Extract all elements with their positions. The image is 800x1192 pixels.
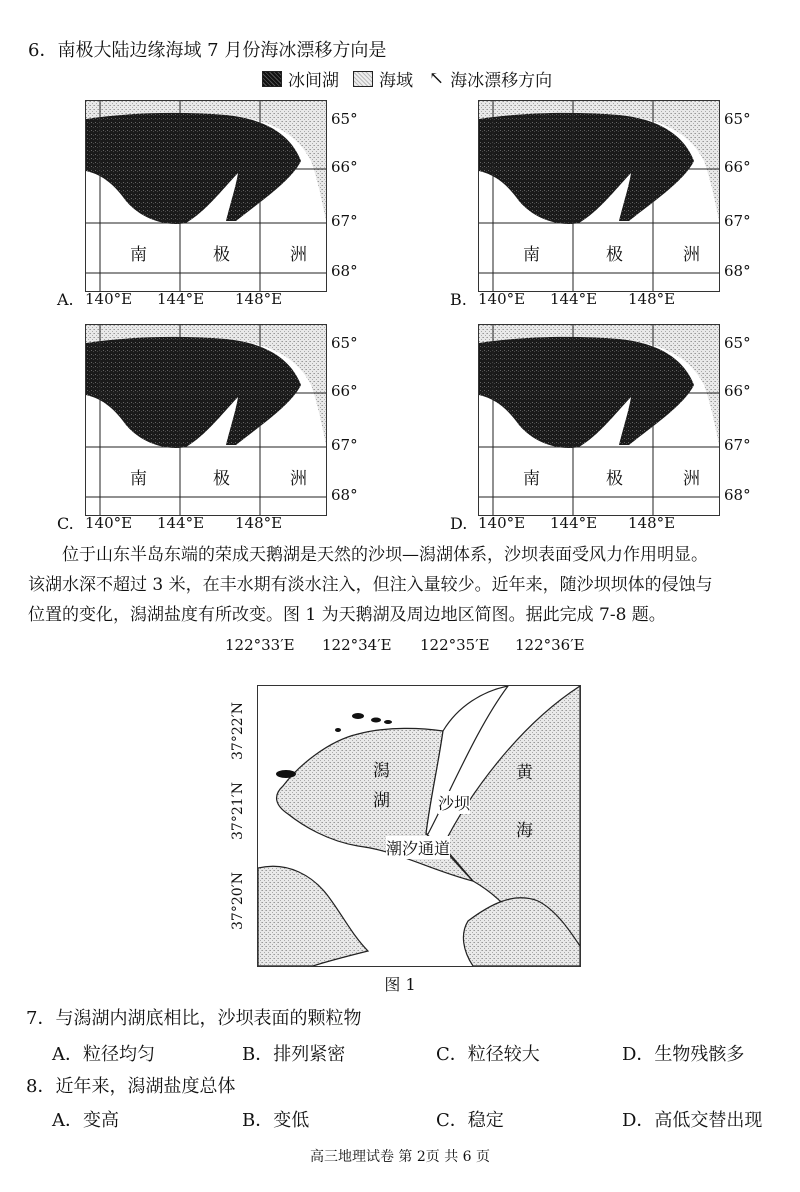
fig1-lon-3: 122°35′E xyxy=(420,636,490,654)
fig1-channel-label: 潮汐通道 xyxy=(386,836,450,859)
q8-option-b: B．变低 xyxy=(242,1110,310,1131)
continent-label: 南 xyxy=(130,245,147,265)
passage-line-1: 位于山东半岛东端的荣成天鹅湖是天然的沙坝—潟湖体系，沙坝表面受风力作用明显。 xyxy=(62,545,708,565)
lat-label: 66° xyxy=(331,382,358,400)
sea-swatch xyxy=(353,71,373,87)
continent-label: 南 xyxy=(523,245,540,265)
continent-label: 洲 xyxy=(290,245,307,265)
question-6-stem: 6．南极大陆边缘海域 7 月份海冰漂移方向是 xyxy=(28,40,387,61)
figure-1-caption: 图 1 xyxy=(384,975,416,994)
q7-option-a: A．粒径均匀 xyxy=(52,1044,155,1065)
lat-label: 68° xyxy=(724,486,751,504)
lon-label: 148°E xyxy=(235,290,283,308)
q7-option-c: C．粒径较大 xyxy=(436,1044,540,1065)
q8-option-a: A．变高 xyxy=(52,1110,119,1131)
continent-label: 洲 xyxy=(683,469,700,489)
lon-label: 140°E xyxy=(85,514,133,532)
fig1-lat-1: 37°22′N xyxy=(230,701,246,760)
passage-line-3: 位置的变化，潟湖盐度有所改变。图 1 为天鹅湖及周边地区简图。据此完成 7-8 题。 xyxy=(28,605,666,625)
question-7-stem: 7．与潟湖内湖底相比，沙坝表面的颗粒物 xyxy=(26,1008,362,1029)
lon-label: 140°E xyxy=(478,290,526,308)
continent-label: 极 xyxy=(606,469,623,489)
lon-label: 148°E xyxy=(628,514,676,532)
lat-label: 65° xyxy=(724,110,751,128)
map-option-letter: D. xyxy=(450,514,468,533)
lon-label: 148°E xyxy=(235,514,283,532)
lon-label: 140°E xyxy=(85,290,133,308)
fig1-lagoon-label-2: 湖 xyxy=(373,791,390,811)
lon-label: 144°E xyxy=(157,514,205,532)
map-option-letter: C. xyxy=(57,514,74,533)
lat-label: 67° xyxy=(331,436,358,454)
lat-label: 67° xyxy=(724,436,751,454)
page-footer: 高三地理试卷 第 2页 共 6 页 xyxy=(309,1149,491,1165)
polynya-swatch xyxy=(262,71,282,87)
lat-label: 67° xyxy=(724,212,751,230)
continent-label: 洲 xyxy=(290,469,307,489)
q8-option-d: D．高低交替出现 xyxy=(622,1110,763,1131)
fig1-sandbar-label: 沙坝 xyxy=(438,791,470,814)
lon-label: 144°E xyxy=(157,290,205,308)
continent-label: 南 xyxy=(523,469,540,489)
drift-arrow-icon: ↖ xyxy=(429,68,445,89)
fig1-lon-1: 122°33′E xyxy=(225,636,295,654)
passage-line-2: 该湖水深不超过 3 米，在丰水期有淡水注入，但注入量较少。近年来，随沙坝坝体的侵蚀与 xyxy=(28,575,713,595)
continent-label: 极 xyxy=(606,245,623,265)
lat-label: 65° xyxy=(331,334,358,352)
lat-label: 66° xyxy=(331,158,358,176)
lat-label: 65° xyxy=(724,334,751,352)
lat-label: 67° xyxy=(331,212,358,230)
lat-label: 68° xyxy=(331,262,358,280)
map-option-letter: A. xyxy=(57,290,74,309)
lat-label: 68° xyxy=(724,262,751,280)
legend-sea: 海域 xyxy=(379,71,413,91)
fig1-lon-4: 122°36′E xyxy=(515,636,585,654)
fig1-lat-2: 37°21′N xyxy=(230,781,246,840)
lat-label: 65° xyxy=(331,110,358,128)
continent-label: 极 xyxy=(213,469,230,489)
continent-label: 南 xyxy=(130,469,147,489)
lon-label: 144°E xyxy=(550,514,598,532)
lon-label: 144°E xyxy=(550,290,598,308)
legend-polynya: 冰间湖 xyxy=(288,71,339,91)
q7-option-d: D．生物残骸多 xyxy=(622,1044,745,1065)
fig1-lat-3: 37°20′N xyxy=(230,871,246,930)
lat-label: 68° xyxy=(331,486,358,504)
figure-1-map xyxy=(257,685,581,967)
map-option-letter: B. xyxy=(450,290,467,309)
lon-label: 140°E xyxy=(478,514,526,532)
q7-option-b: B．排列紧密 xyxy=(242,1044,346,1065)
fig1-lon-2: 122°34′E xyxy=(322,636,392,654)
lat-label: 66° xyxy=(724,382,751,400)
continent-label: 极 xyxy=(213,245,230,265)
map-legend xyxy=(262,66,552,91)
legend-drift: 海冰漂移方向 xyxy=(450,71,553,91)
question-8-stem: 8．近年来，潟湖盐度总体 xyxy=(26,1076,236,1097)
fig1-sea-label-2: 海 xyxy=(516,821,533,841)
lat-label: 66° xyxy=(724,158,751,176)
fig1-sea-label-1: 黄 xyxy=(516,763,533,783)
continent-label: 洲 xyxy=(683,245,700,265)
fig1-lagoon-label-1: 潟 xyxy=(373,761,390,781)
lon-label: 148°E xyxy=(628,290,676,308)
q8-option-c: C．稳定 xyxy=(436,1110,504,1131)
